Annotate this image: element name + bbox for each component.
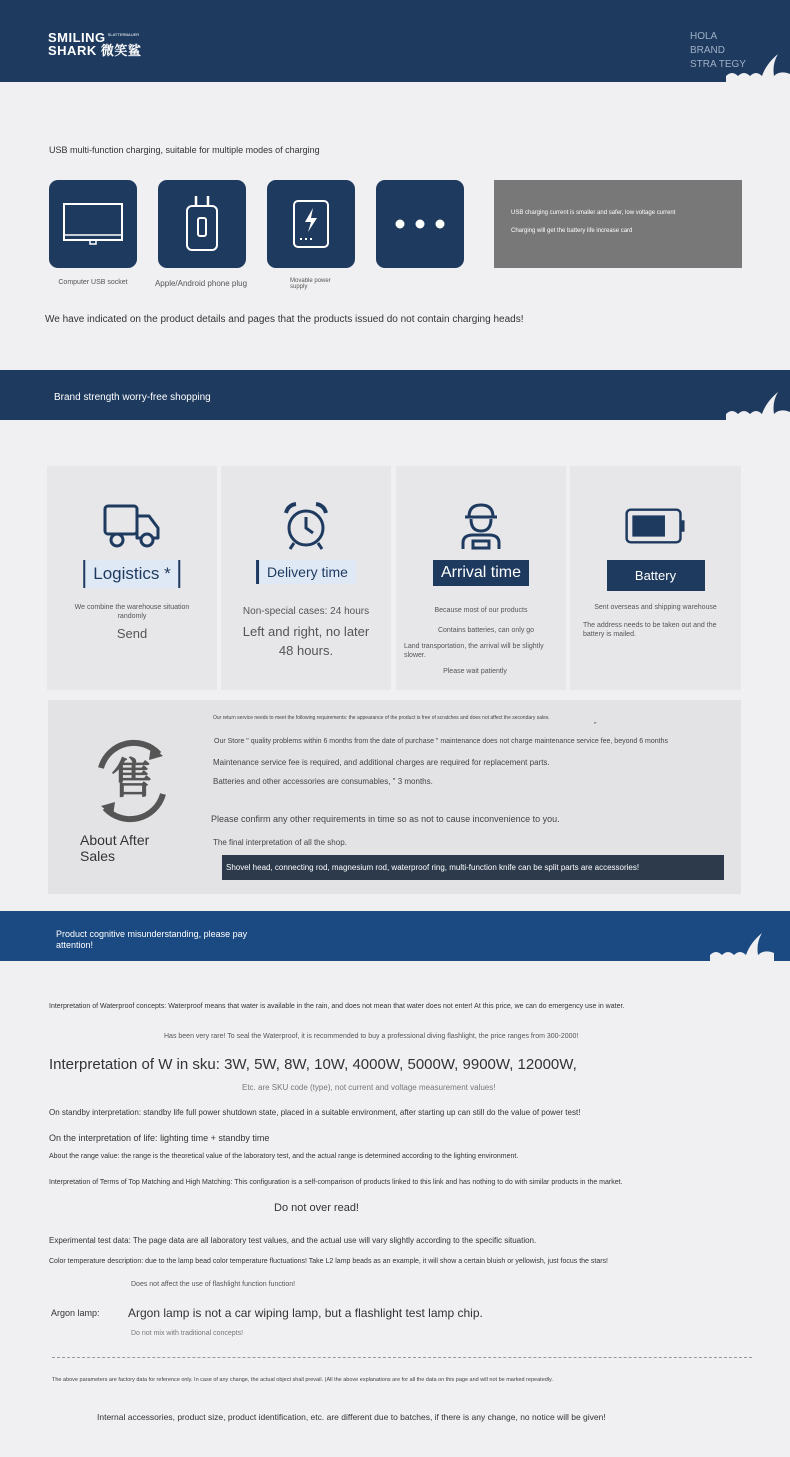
wave-icon	[726, 392, 790, 420]
after-sales-label-line1: About After	[80, 832, 150, 848]
standby-text: On standby interpretation: standby life full power shutdown state, placed in a suitable environment, after starting up can still do the value of power test!	[49, 1108, 581, 1117]
logistics-text1: We combine the warehouse situation randomly	[74, 604, 190, 620]
after-sales-line3: Maintenance service fee is required, and additional charges are required for replacement parts.	[213, 758, 550, 767]
sale-icon	[89, 738, 175, 824]
computer-usb-tile[interactable]	[49, 180, 137, 268]
batch-notice-text: Internal accessories, product size, product identification, etc. are different due to batches, if there is any change, no notice will be given!	[97, 1412, 606, 1422]
color-temp-text: Color temperature description: due to the lamp bead color temperature fluctuations! Take L2 lamp beads as an example, it will show a certain bluish or yellowish, just focus the stars!	[49, 1258, 608, 1265]
charging-info-line1: USB charging current is smaller and safer, low voltage current	[511, 210, 676, 216]
logo-text-line2: SHARK 微笑鲨	[48, 43, 142, 58]
delivery-time-text1: Non-special cases: 24 hours	[242, 606, 370, 617]
delivery-time-label: Delivery time	[256, 560, 356, 584]
delivery-person-icon	[450, 500, 512, 552]
arrival-time-text1: Because most of our products	[434, 607, 528, 614]
after-sales-line1: Our return service needs to meet the following requirements: the appearance of the product is free of scratches and does not affect the secondary sales.	[213, 715, 550, 721]
sale-glyph: 售	[110, 754, 153, 803]
brand-strength-band	[0, 370, 790, 420]
after-sales-line6: The final interpretation of all the shop.	[213, 838, 347, 847]
phone-plug-caption: Apple/Android phone plug	[154, 279, 248, 288]
brand-line2: STRA TEGY	[690, 59, 746, 70]
arrival-time-text2: Contains batteries, can only go	[437, 627, 535, 634]
delivery-time-text3: 48 hours.	[278, 643, 334, 658]
notice-band	[0, 911, 790, 961]
power-bank-tile[interactable]	[267, 180, 355, 268]
sku-code-note: Etc. are SKU code (type), not current and voltage measurement values!	[242, 1083, 496, 1092]
power-bank-caption	[290, 278, 350, 290]
range-text: About the range value: the range is the theoretical value of the laboratory test, and the actual range is determined according to the lighting environment.	[49, 1153, 519, 1160]
phone-plug-tile[interactable]	[158, 180, 246, 268]
brand-line1: HOLA BRAND	[690, 31, 726, 56]
matching-text: Interpretation of Terms of Top Matching and High Matching: This configuration is a self-comparison of products linked to this link and has nothing to do with similar products in the market.	[49, 1179, 623, 1186]
more-options-tile[interactable]	[376, 180, 464, 268]
concept-note: Do not mix with traditional concepts!	[131, 1330, 244, 1337]
factory-data-text: The above parameters are factory data for reference only. In case of any change, the actual object shall prevail. (All the above explanations are for all the data on this page and will not be marked repeatedly.	[52, 1377, 553, 1383]
monitor-icon	[62, 202, 124, 246]
waterproof-text: Interpretation of Waterproof concepts: Waterproof means that water is available in the rain, and does not mean that water does not enter! At this price, we can do emergency use in water.	[49, 1003, 625, 1010]
battery-text2: The address needs to be taken out and the battery is mailed.	[583, 622, 717, 638]
over-read-text: Do not over read!	[274, 1202, 359, 1214]
accessories-banner: Shovel head, connecting rod, magnesium rod, waterproof ring, multi-function knife can be split parts are accessories!	[222, 855, 724, 880]
after-sales-line2: Our Store " quality problems within 6 months from the date of purchase " maintenance does not charge maintenance service fee, beyond 6 months	[214, 738, 668, 745]
delivery-time-card	[221, 466, 391, 690]
logo-text-line1: SMILING	[48, 30, 106, 45]
delivery-time-text2: Left and right, no later	[242, 624, 370, 639]
more-dots-icon	[390, 218, 450, 230]
notice-title	[56, 929, 247, 951]
power-bank-caption-line1: Movable power	[290, 278, 331, 284]
arrival-time-label: Arrival time	[433, 560, 529, 586]
computer-usb-caption: Computer USB socket	[58, 279, 128, 286]
argon-label: Argon lamp:	[51, 1308, 100, 1318]
charging-note: We have indicated on the product details and pages that the products issued do not contain charging heads!	[45, 314, 524, 325]
header-band	[0, 0, 790, 82]
notice-title-line1: Product cognitive misunderstanding, please pay	[56, 929, 248, 939]
test-data-text: Experimental test data: The page data are all laboratory test values, and the actual use will vary slightly according to the specific situation.	[49, 1236, 537, 1245]
after-sales-label-line2: Sales	[80, 848, 116, 864]
arrival-time-text4: Please wait patiently	[443, 668, 507, 675]
wave-icon	[726, 54, 790, 82]
charging-info-line2: Charging will get the battery life increase card	[511, 228, 633, 234]
wave-icon	[694, 933, 790, 961]
battery-label: Battery	[607, 560, 705, 591]
logo-small-text: SLATTERBAUER	[107, 32, 140, 37]
logistics-label: Logistics *	[83, 560, 180, 588]
after-sales-label	[80, 832, 149, 864]
after-sales-mark: "	[594, 722, 597, 729]
after-sales-line5: Please confirm any other requirements in time so as not to cause inconvenience to you.	[211, 814, 560, 824]
brand-strength-title: Brand strength worry-free shopping	[54, 392, 211, 403]
notice-title-line2: attention!	[56, 940, 94, 950]
battery-text1: Sent overseas and shipping warehouse	[594, 604, 717, 611]
logistics-text2: Send	[116, 626, 148, 641]
arrival-time-text3: Land transportation, the arrival will be slightly slower.	[404, 643, 544, 659]
dashed-divider	[52, 1357, 752, 1358]
after-sales-line4: Batteries and other accessories are consumables, " 3 months.	[213, 777, 433, 786]
sku-w-text: Interpretation of W in sku: 3W, 5W, 8W, 10W, 4000W, 5000W, 9900W, 12000W,	[49, 1056, 577, 1073]
after-sales-box	[48, 700, 741, 894]
phone-plug-icon	[182, 194, 222, 254]
life-text: On the interpretation of life: lighting time + standby time	[49, 1133, 270, 1143]
power-bank-icon	[291, 199, 331, 249]
battery-card	[570, 466, 741, 690]
alarm-clock-icon	[275, 500, 337, 552]
waterproof-note: Has been very rare! To seal the Waterproof, it is recommended to buy a professional diving flashlight, the price ranges from 300-2000!	[164, 1033, 579, 1040]
arrival-time-card	[396, 466, 566, 690]
argon-text: Argon lamp is not a car wiping lamp, but a flashlight test lamp chip.	[128, 1306, 483, 1320]
battery-icon	[625, 500, 687, 552]
brand-logo[interactable]	[48, 32, 142, 57]
truck-icon	[101, 500, 163, 552]
power-bank-caption-line2: supply	[290, 284, 308, 290]
charging-title: USB multi-function charging, suitable for multiple modes of charging	[49, 145, 320, 155]
flashlight-note: Does not affect the use of flashlight function function!	[131, 1281, 296, 1288]
logistics-card	[47, 466, 217, 690]
charging-info-box	[494, 180, 742, 268]
